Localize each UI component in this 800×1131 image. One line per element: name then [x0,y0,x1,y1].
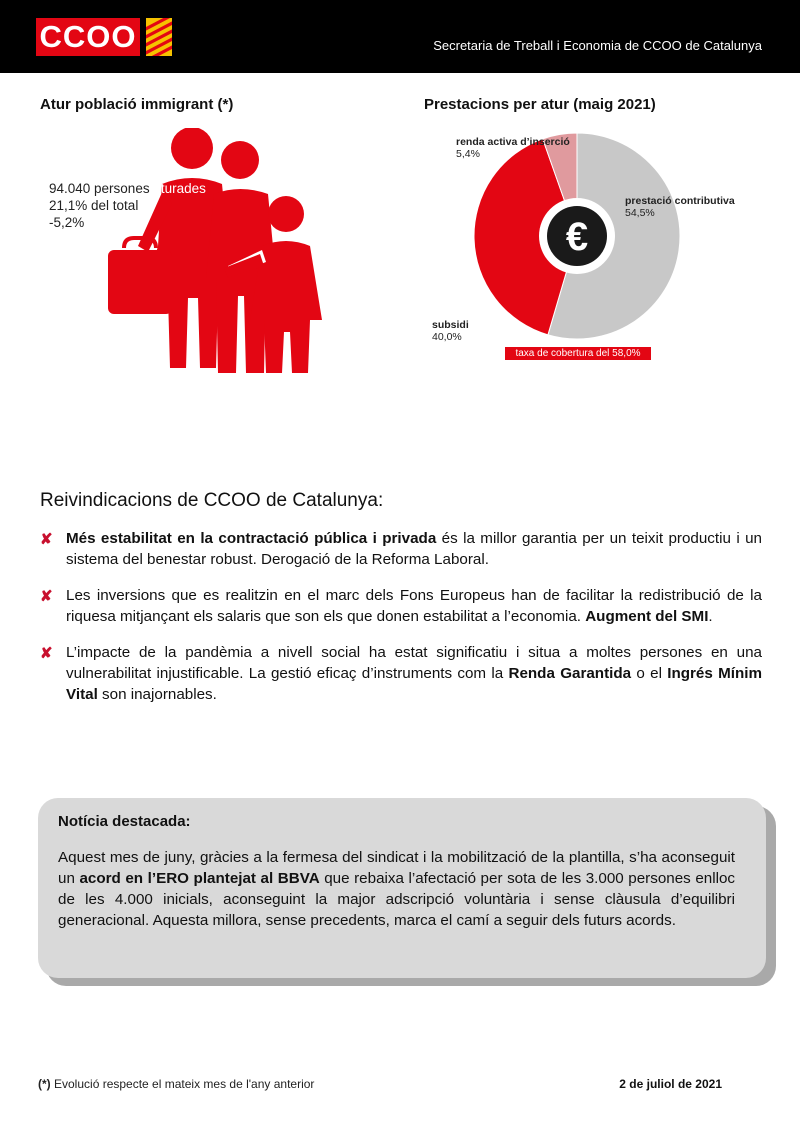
demand-text-part: Ingrés Mínim Vital [66,665,762,703]
demand-text-part: Renda Garantida [508,665,632,682]
footnote [38,1077,314,1091]
slice-label-contributiva-name: prestació contributiva [625,195,735,207]
ccoo-logo [36,18,171,56]
slice-label-contributiva-value: 54,5% [625,207,655,219]
coverage-rate-badge: taxa de cobertura del 58,0% [505,347,651,360]
slice-label-renda [456,136,570,160]
news-body [58,847,735,931]
demand-text-part: . [708,608,713,625]
slice-label-contributiva [625,195,735,219]
document-date: 2 de juliol de 2021 [619,1077,722,1091]
news-text-part: acord en l’ERO plantejat al BBVA [79,870,320,887]
demand-text-part: és la millor garantia per un teixit productiu i un sistema del benestar robust. Derogació de la Reforma Laboral. [66,530,762,568]
cross-bullet-icon: ✘ [40,588,53,605]
demand-text-part: Les inversions que es realitzin en el marc dels Fons Europeus han de facilitar la redistribució de la riquesa mitjançant els salaris que son els que donen estabilitat a l’economia. [66,587,762,625]
slice-label-renda-name: renda activa d’inserció [456,136,570,148]
stat-unemployed-count: 94.040 persones [49,181,154,196]
euro-symbol: € [565,215,589,259]
stat-unemployed [49,180,206,197]
footnote-text: Evolució respecte el mateix mes de l'any anterior [50,1077,315,1091]
demand-text-part: o el [631,665,668,682]
cross-bullet-icon: ✘ [40,531,53,548]
slice-label-renda-value: 5,4% [456,148,480,160]
benefits-title: Prestacions per atur (maig 2021) [424,96,656,113]
featured-news-box [38,798,766,978]
footnote-marker: (*) [38,1077,51,1091]
news-text-part: Aquest mes de juny, gràcies a la fermesa del sindicat i la mobilització de la plantilla, s’ha aconseguit un [58,849,735,887]
demand-item [40,585,762,627]
logo-box [36,18,140,56]
page-header [0,0,800,73]
header-subtitle: Secretaria de Treball i Economia de CCOO de Catalunya [433,38,762,53]
demand-text-part: Augment del SMI [585,608,709,625]
stat-unemployed-word: aturades [153,181,206,196]
demand-text-part: L’impacte de la pandèmia a nivell social ha estat significatiu i situa a moltes persones en una vulnerabilitat injustificable. La gestió eficaç d’instruments com la [66,644,762,682]
news-title: Notícia destacada: [58,813,191,830]
demand-text-part: son inajornables. [97,686,217,703]
demand-text-part: Més estabilitat en la contractació pública i privada [66,530,437,547]
family-icon [100,128,330,378]
demand-item [40,528,762,570]
demand-item [40,642,762,705]
news-text-part: que rebaixa l’afectació per sota de les 3.000 persones enlloc de les 4.000 inicials, aconseguint la major adscripció voluntària i sense clàusula d’equilibri generacional. Aquesta millora, sense precedents, marca el camí a seguir dels futurs acords. [58,870,735,929]
immigrant-unemployment-title: Atur població immigrant (*) [40,96,234,113]
slice-label-subsidi-name: subsidi [432,319,469,331]
demands-list [40,528,762,720]
stat-unemployed-text [49,180,206,197]
stat-change: -5,2% [49,215,85,230]
cross-bullet-icon: ✘ [40,645,53,662]
logo-text: CCOO [39,19,137,54]
stat-share: 21,1% del total [49,198,139,213]
immigrant-unemployment-stats [49,180,206,231]
senyera-flag-icon [146,18,172,56]
demands-title: Reivindicacions de CCOO de Catalunya: [40,490,384,511]
slice-label-subsidi [432,319,469,343]
slice-label-subsidi-value: 40,0% [432,331,462,343]
